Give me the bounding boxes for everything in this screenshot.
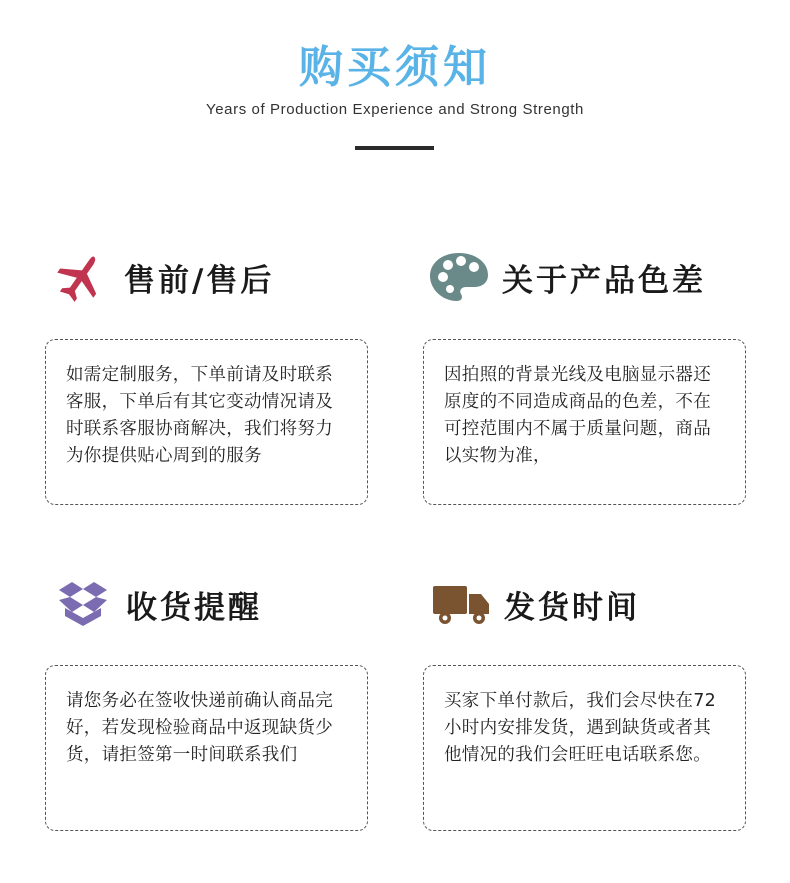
section-title-presale: 售前/售后 <box>124 262 275 299</box>
receive-info-text: 请您务必在签收快递前确认商品完好，若发现检验商品中返现缺货少货，请拒签第一时间联系我们 <box>66 691 333 765</box>
section-title-color: 关于产品色差 <box>502 262 706 299</box>
section-heading-receive <box>52 574 262 634</box>
presale-info-text: 如需定制服务，下单前请及时联系客服，下单后有其它变动情况请及时联系客服协商解决，我们将努力为你提供贴心周到的服务 <box>66 365 333 466</box>
title-divider <box>355 146 434 150</box>
section-title-delivery: 发货时间 <box>504 589 640 626</box>
open-box-icon <box>52 576 114 632</box>
page-title: 购买须知 <box>299 42 491 93</box>
airplane-icon <box>50 249 112 305</box>
section-heading-delivery <box>430 574 640 634</box>
palette-icon <box>428 249 490 305</box>
section-heading-color <box>428 247 706 307</box>
color-info-box <box>423 339 746 505</box>
receive-info-box <box>45 665 368 831</box>
delivery-info-box <box>423 665 746 831</box>
delivery-info-text: 买家下单付款后，我们会尽快在72小时内安排发货，遇到缺货或者其他情况的我们会旺旺电话联系您。 <box>444 691 717 765</box>
delivery-truck-icon <box>430 576 492 632</box>
section-title-receive: 收货提醒 <box>126 589 262 626</box>
color-info-text: 因拍照的背景光线及电脑显示器还原度的不同造成商品的色差，不在可控范围内不属于质量问题，商品以实物为准， <box>444 365 711 466</box>
presale-info-box <box>45 339 368 505</box>
page-subtitle: Years of Production Experience and Strong Strength <box>205 101 584 118</box>
section-heading-presale <box>50 247 274 307</box>
